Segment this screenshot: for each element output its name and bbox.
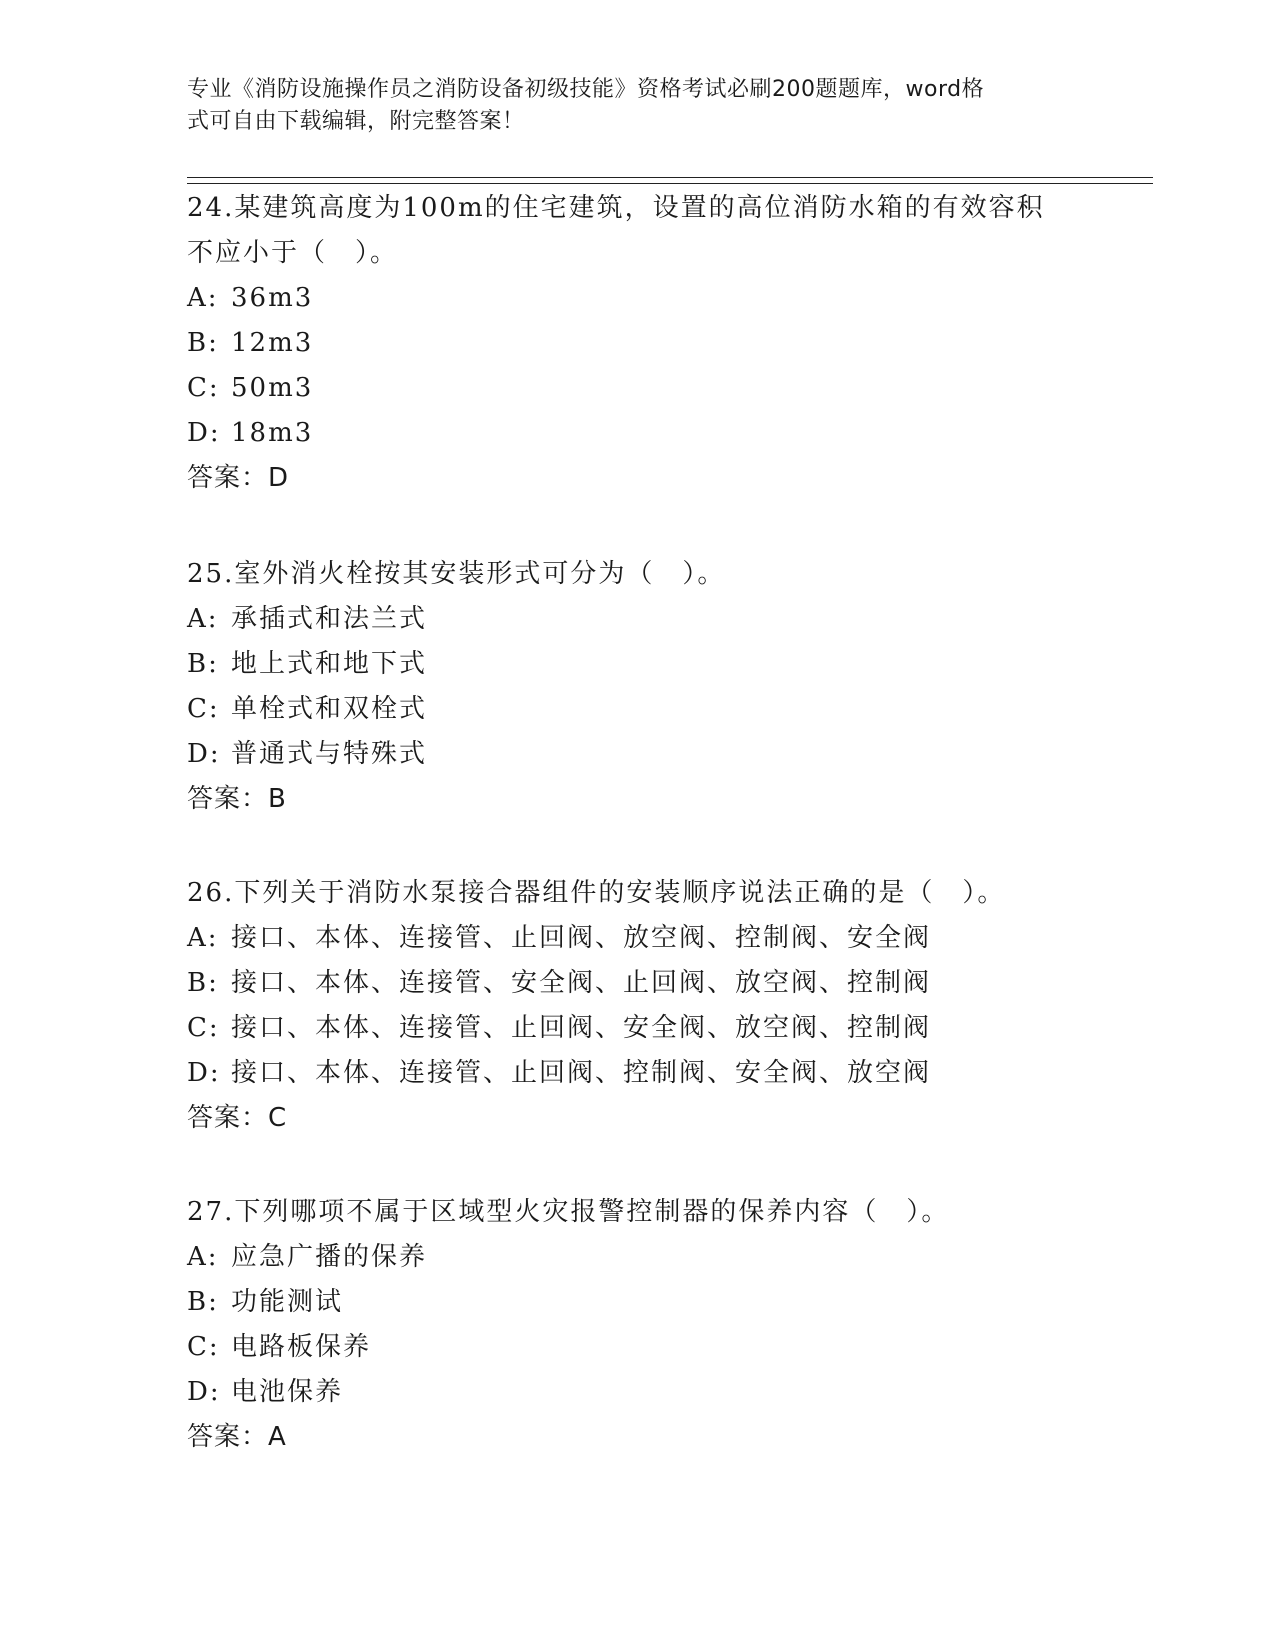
question-stem: 24.某建筑高度为100m的住宅建筑，设置的高位消防水箱的有效容积 [187, 193, 1045, 223]
answer-line: 答案：C [187, 1103, 288, 1133]
option-letter: C: [187, 373, 220, 403]
option-letter: B: [187, 328, 219, 358]
header-divider-bottom [187, 183, 1153, 184]
header-divider-top [187, 177, 1153, 178]
option-letter: C: [187, 1332, 220, 1362]
option-text: 50m3 [231, 373, 314, 403]
option-d [187, 411, 1087, 456]
option-b [187, 1280, 1087, 1325]
option-b [187, 642, 1087, 687]
option-letter: A: [187, 923, 219, 953]
answer-line: 答案：D [187, 463, 290, 493]
option-letter: A: [187, 283, 219, 313]
option-d [187, 732, 1087, 777]
option-text: 承插式和法兰式 [231, 604, 428, 634]
option-letter: B: [187, 1287, 219, 1317]
header-line-2: 式可自由下载编辑，附完整答案！ [187, 109, 525, 134]
question-stem: 27.下列哪项不属于区域型火灾报警控制器的保养内容（ ）。 [187, 1197, 950, 1227]
option-a [187, 276, 1087, 321]
question-24 [187, 186, 1087, 501]
answer-line: 答案：A [187, 1422, 287, 1452]
option-text: 功能测试 [231, 1287, 344, 1317]
option-letter: D: [187, 739, 221, 769]
option-d [187, 1370, 1087, 1415]
option-letter: C: [187, 1013, 220, 1043]
answer-line: 答案：B [187, 784, 287, 814]
option-text: 36m3 [231, 283, 314, 313]
option-text: 单栓式和双栓式 [231, 694, 428, 724]
option-letter: A: [187, 1242, 219, 1272]
question-stem: 26.下列关于消防水泵接合器组件的安装顺序说法正确的是（ ）。 [187, 878, 1006, 908]
document-header [187, 74, 1067, 138]
option-d [187, 1051, 1087, 1096]
question-26 [187, 871, 1087, 1141]
option-text: 接口、本体、连接管、止回阀、控制阀、安全阀、放空阀 [231, 1058, 932, 1088]
option-letter: D: [187, 1377, 221, 1407]
option-c [187, 1325, 1087, 1370]
option-a [187, 597, 1087, 642]
option-letter: A: [187, 604, 219, 634]
option-text: 18m3 [231, 418, 314, 448]
header-line-1: 专业《消防设施操作员之消防设备初级技能》资格考试必刷200题题库，word格 [187, 77, 985, 102]
option-text: 地上式和地下式 [231, 649, 428, 679]
option-text: 接口、本体、连接管、安全阀、止回阀、放空阀、控制阀 [231, 968, 932, 998]
option-text: 电池保养 [231, 1377, 344, 1407]
option-letter: C: [187, 694, 220, 724]
question-25 [187, 552, 1087, 822]
option-c [187, 1006, 1087, 1051]
option-text: 应急广播的保养 [231, 1242, 428, 1272]
question-stem-continued: 不应小于（ ）。 [187, 238, 399, 268]
option-b [187, 961, 1087, 1006]
option-letter: B: [187, 649, 219, 679]
option-c [187, 366, 1087, 411]
question-stem: 25.室外消火栓按其安装形式可分为（ ）。 [187, 559, 726, 589]
option-letter: D: [187, 418, 221, 448]
question-27 [187, 1190, 1087, 1460]
option-text: 接口、本体、连接管、止回阀、放空阀、控制阀、安全阀 [231, 923, 932, 953]
option-text: 普通式与特殊式 [231, 739, 428, 769]
option-b [187, 321, 1087, 366]
option-text: 电路板保养 [231, 1332, 372, 1362]
option-a [187, 1235, 1087, 1280]
option-letter: D: [187, 1058, 221, 1088]
option-text: 接口、本体、连接管、止回阀、安全阀、放空阀、控制阀 [231, 1013, 932, 1043]
option-text: 12m3 [231, 328, 314, 358]
option-c [187, 687, 1087, 732]
option-letter: B: [187, 968, 219, 998]
option-a [187, 916, 1087, 961]
